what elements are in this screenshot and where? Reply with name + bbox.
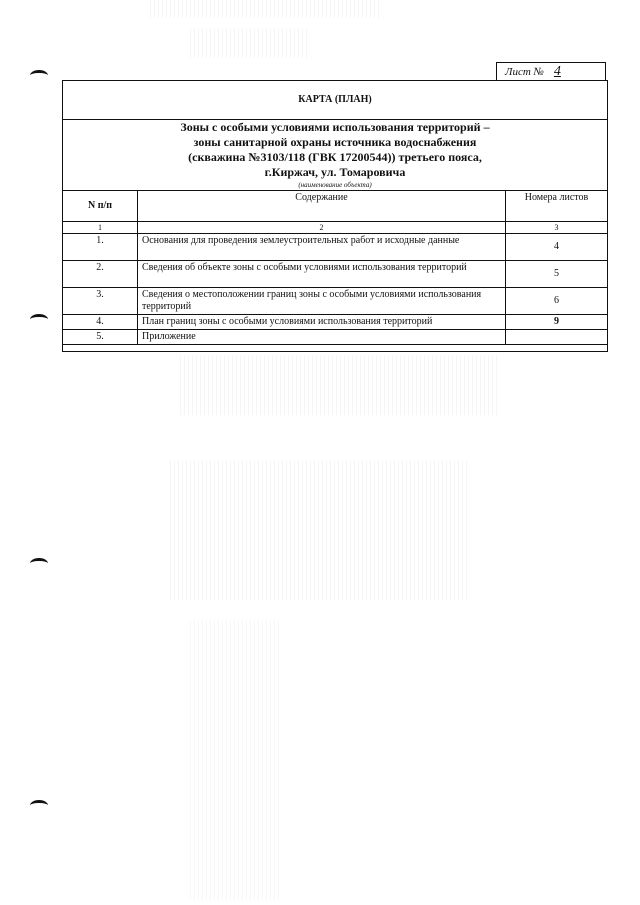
scan-noise	[150, 0, 380, 18]
scan-noise	[180, 355, 500, 415]
row-sheet: 5	[506, 261, 608, 288]
contents-table	[62, 190, 608, 345]
table-index-row	[63, 222, 608, 234]
binder-hole-mark	[30, 314, 48, 325]
index-cell: 3	[506, 222, 608, 234]
row-sheet	[506, 330, 608, 345]
table-row	[63, 315, 608, 330]
sheet-label-text: Лист №	[505, 66, 544, 78]
zone-title-line: (скважина №3103/118 (ГВК 17200544)) третьего пояса,	[188, 150, 482, 164]
binder-hole-mark	[30, 70, 48, 81]
row-num: 2.	[63, 261, 138, 288]
binder-hole-mark	[30, 800, 48, 811]
sheet-number-box	[496, 62, 606, 80]
zone-title-line: зоны санитарной охраны источника водоснабжения	[193, 135, 477, 149]
zone-title	[62, 120, 608, 180]
table-row	[63, 288, 608, 315]
table-header-row	[63, 191, 608, 222]
row-sheet: 4	[506, 234, 608, 261]
row-num: 1.	[63, 234, 138, 261]
binder-hole-mark	[30, 558, 48, 569]
row-content: Основания для проведения землеустроительных работ и исходные данные	[138, 234, 506, 261]
row-sheet: 9	[506, 315, 608, 330]
scan-noise	[190, 620, 280, 900]
row-content: Сведения об объекте зоны с особыми условиями использования территорий	[138, 261, 506, 288]
header-content: Содержание	[138, 191, 506, 222]
header-sheets: Номера листов	[506, 191, 608, 222]
object-caption: (наименование объекта)	[298, 181, 372, 189]
scan-noise	[170, 460, 470, 600]
table-row	[63, 330, 608, 345]
index-cell: 1	[63, 222, 138, 234]
row-num: 3.	[63, 288, 138, 315]
index-cell: 2	[138, 222, 506, 234]
row-num: 5.	[63, 330, 138, 345]
header-num: N п/п	[63, 191, 138, 222]
row-content: Приложение	[138, 330, 506, 345]
row-num: 4.	[63, 315, 138, 330]
table-row	[63, 234, 608, 261]
table-row	[63, 261, 608, 288]
row-content: План границ зоны с особыми условиями использования территорий	[138, 315, 506, 330]
row-sheet: 6	[506, 288, 608, 315]
sheet-number: 4	[553, 64, 561, 79]
row-content: Сведения о местоположении границ зоны с особыми условиями использования территорий	[138, 288, 506, 315]
map-title: КАРТА (ПЛАН)	[62, 80, 608, 120]
zone-title-line: Зоны с особыми условиями использования территорий –	[180, 120, 490, 134]
scan-noise	[190, 28, 310, 58]
zone-title-line: г.Киржач, ул. Томаровича	[264, 165, 406, 179]
